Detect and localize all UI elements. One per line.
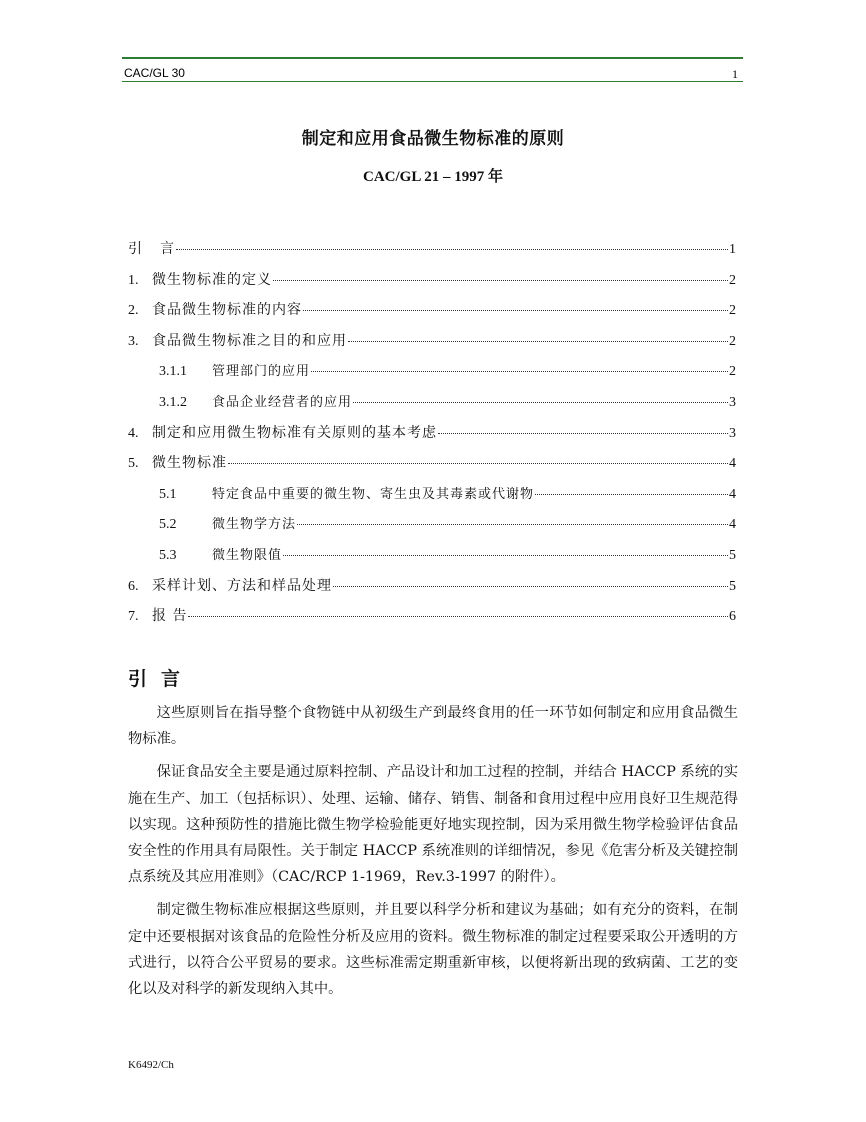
paragraph: 制定微生物标准应根据这些原则，并且要以科学分析和建议为基础；如有充分的资料，在制定中还要根据对该食品的危险性分析及应用的资料。微生物标准的制定过程要采取公开透明的方式进行，以符合公平贸易的要求。这些标准需定期重新审核，以便将新出现的致病菌、工艺的变化以及对科学的新发现纳入其中。	[128, 902, 738, 998]
header-rule-bottom	[122, 81, 743, 82]
toc-label: 食品微生物标准的内容	[152, 302, 302, 319]
toc-page: 3	[729, 394, 736, 410]
toc-leader	[535, 494, 728, 495]
toc-leader	[353, 402, 728, 403]
toc-page: 6	[729, 609, 736, 625]
toc-label: 言	[160, 241, 175, 257]
header-page-number: 1	[732, 67, 738, 81]
toc-number: 5.	[128, 456, 139, 472]
toc-leader	[438, 433, 728, 434]
toc-label: 微生物标准的定义	[152, 271, 272, 288]
header-rule-top	[122, 57, 743, 59]
toc-page: 2	[729, 303, 736, 319]
toc-page: 1	[729, 242, 736, 257]
toc-label: 食品企业经营者的应用	[212, 394, 353, 410]
toc-entry[interactable]	[128, 269, 736, 300]
toc-page: 4	[729, 456, 736, 472]
toc-label: 报 告	[152, 608, 188, 625]
document-subtitle: CAC/GL 21 – 1997 年	[362, 169, 503, 185]
toc-entry[interactable]	[128, 452, 736, 483]
section-body	[128, 700, 738, 1009]
toc-page: 5	[729, 547, 736, 563]
toc-leader	[273, 280, 728, 281]
toc-page: 2	[729, 272, 736, 288]
toc-leader	[348, 341, 728, 342]
toc-label: 采样计划、方法和样品处理	[152, 577, 332, 594]
section-heading-introduction: 引言	[128, 668, 195, 690]
document-title: 制定和应用食品微生物标准的原则	[301, 129, 565, 149]
toc-page: 5	[729, 578, 736, 594]
toc-page: 3	[729, 425, 736, 441]
toc-number: 5.1	[159, 486, 177, 502]
toc-number: 5.3	[159, 547, 177, 563]
toc-label: 特定食品中重要的微生物、寄生虫及其毒素或代谢物	[212, 486, 535, 502]
toc-subentry[interactable]	[128, 360, 736, 391]
toc-number: 1.	[128, 272, 139, 288]
toc-entry[interactable]	[128, 238, 736, 269]
toc-number: 7.	[128, 609, 139, 625]
toc-page: 4	[729, 486, 736, 502]
toc-entry[interactable]	[128, 422, 736, 453]
paragraph: 保证食品安全主要是通过原料控制、产品设计和加工过程的控制，并结合 HACCP 系统的实施在生产、加工（包括标识）、处理、运输、储存、销售、制备和食用过程中应用良好卫生规范得以实现。这种预防性的措施比微生物学检验能更好地实现控制，因为采用微生物学检验评估食品安全性的作用具有局限性。关于制定 HACCP 系统准则的详细情况，参见《危害分析及关键控制点系统及其应用准则》（CAC/RCP 1-1969，Rev.3-1997 的附件）。	[128, 764, 738, 886]
toc-page: 2	[729, 364, 736, 380]
toc-label: 微生物标准	[152, 455, 227, 472]
footer-document-id: K6492/Ch	[128, 1059, 174, 1071]
toc-label: 微生物限值	[212, 547, 283, 563]
toc-label: 微生物学方法	[212, 517, 297, 533]
toc-number: 3.1.2	[159, 394, 187, 410]
toc-number: 6.	[128, 578, 139, 594]
toc-entry[interactable]	[128, 575, 736, 606]
toc-label: 制定和应用微生物标准有关原则的基本考虑	[152, 424, 437, 441]
toc-subentry[interactable]	[128, 391, 736, 422]
toc-leader	[228, 463, 728, 464]
toc-entry[interactable]	[128, 299, 736, 330]
toc-label: 食品微生物标准之目的和应用	[152, 332, 347, 349]
header-document-code: CAC/GL 30	[124, 66, 185, 80]
toc-entry[interactable]	[128, 330, 736, 361]
toc-subentry[interactable]	[128, 544, 736, 575]
toc-leader	[303, 310, 728, 311]
toc-leader	[188, 616, 728, 617]
toc-number: 3.1.1	[159, 364, 187, 380]
toc-label: 管理部门的应用	[212, 364, 311, 380]
table-of-contents	[128, 238, 736, 636]
toc-number: 引	[128, 242, 142, 257]
toc-page: 2	[729, 333, 736, 349]
paragraph: 这些原则旨在指导整个食物链中从初级生产到最终食用的任一环节如何制定和应用食品微生物标准。	[128, 705, 738, 748]
toc-subentry[interactable]	[128, 483, 736, 514]
toc-page: 4	[729, 517, 736, 533]
toc-number: 3.	[128, 333, 139, 349]
toc-leader	[297, 524, 728, 525]
toc-leader	[333, 586, 728, 587]
toc-number: 4.	[128, 425, 139, 441]
toc-leader	[311, 371, 728, 372]
toc-subentry[interactable]	[128, 513, 736, 544]
toc-number: 2.	[128, 303, 139, 319]
toc-entry[interactable]	[128, 605, 736, 636]
toc-leader	[283, 555, 728, 556]
toc-leader	[176, 249, 728, 250]
toc-number: 5.2	[159, 517, 177, 533]
